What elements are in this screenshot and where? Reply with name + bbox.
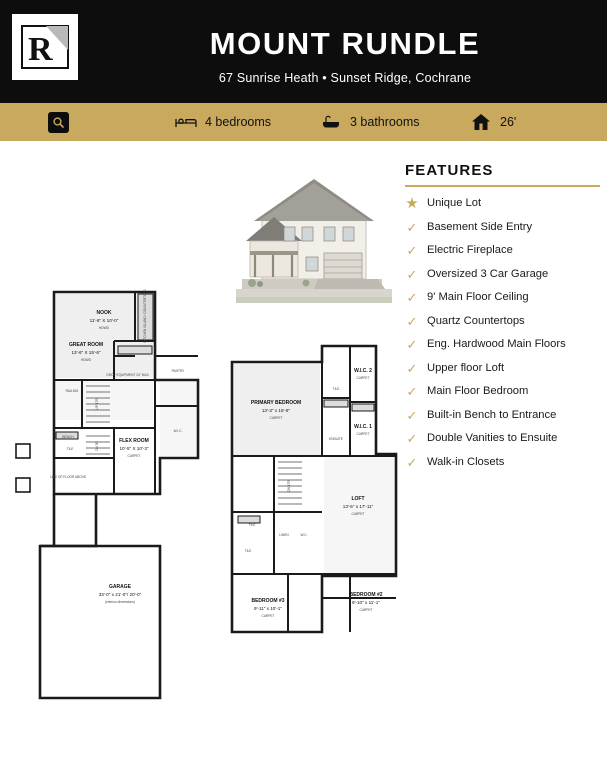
check-icon: ✓ bbox=[406, 243, 418, 258]
feature-label: Unique Lot bbox=[427, 197, 482, 209]
page-title: MOUNT RUNDLE bbox=[209, 26, 481, 61]
feature-item bbox=[405, 221, 600, 234]
room-finish-great-room: HDWD bbox=[81, 358, 91, 362]
room-finish-loft: CARPET bbox=[351, 512, 365, 516]
header-bar bbox=[0, 0, 607, 103]
features-divider bbox=[405, 185, 600, 187]
stat-bathrooms-label: 3 bathrooms bbox=[350, 115, 420, 129]
room-dims-bedroom-2: 9'-10" x 11'-1" bbox=[352, 600, 380, 605]
check-icon: ✓ bbox=[406, 337, 418, 352]
room-label-garage: GARAGE bbox=[109, 584, 131, 590]
note-drop-equipment: DROP EQUIPMENT 24" MAX. bbox=[106, 373, 150, 377]
feature-item bbox=[405, 268, 600, 281]
stat-bedrooms-label: 4 bedrooms bbox=[205, 115, 272, 129]
room-dims-great-room: 13'-6" X 15'-6" bbox=[71, 350, 101, 355]
room-label-primary-bedroom: PRIMARY BEDROOM bbox=[250, 400, 302, 406]
feature-item bbox=[405, 244, 600, 257]
check-icon: ✓ bbox=[406, 431, 418, 446]
stat-bedrooms bbox=[175, 113, 271, 131]
room-label-flex-room: FLEX ROOM bbox=[119, 438, 149, 444]
room-finish-bedroom-3: CARPET bbox=[261, 614, 275, 618]
note-tile: TILE bbox=[66, 447, 74, 451]
check-icon: ✓ bbox=[406, 266, 418, 282]
check-icon: ✓ bbox=[406, 219, 418, 235]
bed-icon bbox=[175, 113, 197, 131]
realtor-logo-word: REALTOR® bbox=[21, 72, 69, 81]
room-dims-bedroom-3: 9'-11" x 10'-1" bbox=[254, 606, 282, 611]
bathtub-icon bbox=[320, 113, 342, 131]
main-floor-plan bbox=[10, 246, 230, 706]
room-dims-nook: 11'-6" X 10'-0" bbox=[89, 318, 119, 323]
room-label-nook: NOOK bbox=[96, 310, 112, 316]
feature-label: Eng. Hardwood Main Floors bbox=[427, 338, 566, 350]
magnifier-icon bbox=[48, 112, 69, 133]
room-finish-bedroom-2: CARPET bbox=[359, 608, 373, 612]
note-bench: BENCH bbox=[62, 435, 74, 439]
feature-item bbox=[405, 338, 600, 351]
feature-item bbox=[405, 456, 600, 469]
room-finish-nook: HDWD bbox=[99, 326, 109, 330]
features-panel bbox=[405, 162, 600, 479]
star-icon: ★ bbox=[405, 195, 419, 212]
room-label-bedroom-2: BEDROOM #2 bbox=[349, 592, 383, 598]
check-icon: ✓ bbox=[406, 407, 418, 423]
room-dims-flex-room: 10'-5" X 10'-3" bbox=[119, 446, 149, 451]
features-heading: FEATURES bbox=[405, 162, 494, 179]
room-dims-primary-bedroom: 13'-3" x 15'-8" bbox=[261, 408, 291, 413]
note-up-17r: UP 17R bbox=[95, 398, 99, 410]
room-finish-wic-1: CARPET bbox=[356, 432, 370, 436]
feature-item bbox=[405, 385, 600, 398]
note-wic: W.I.C. bbox=[173, 429, 183, 433]
upper-floor-plan bbox=[226, 336, 406, 656]
page-subtitle: 67 Sunrise Heath • Sunset Ridge, Cochrane bbox=[218, 71, 472, 85]
feature-item bbox=[405, 362, 600, 375]
room-finish-garage: (exterior dimensions) bbox=[105, 600, 135, 604]
room-label-loft: LOFT bbox=[351, 496, 365, 502]
note-dn-3r: DN 3R bbox=[95, 441, 99, 451]
note-line-of-floor-above: LINE OF FLOOR ABOVE bbox=[50, 475, 86, 479]
check-icon: ✓ bbox=[406, 313, 418, 329]
title-block bbox=[95, 26, 595, 85]
room-finish-wic-2: CARPET bbox=[356, 376, 370, 380]
room-label-wic-2: W.I.C. 2 bbox=[354, 368, 372, 374]
house-rendering bbox=[228, 165, 400, 310]
note-kitchen-counters: KITCHEN ISLAND / COUNTERTOPS bbox=[143, 289, 147, 343]
note-tile-3: TILE bbox=[244, 549, 252, 553]
room-label-wic-1: W.I.C. 1 bbox=[354, 424, 372, 430]
room-finish-primary-bedroom: CARPET bbox=[269, 416, 283, 420]
feature-item bbox=[405, 432, 600, 445]
stat-bathrooms bbox=[320, 113, 419, 131]
check-icon: ✓ bbox=[406, 360, 418, 376]
stat-bar bbox=[0, 103, 607, 141]
note-linen: LINEN bbox=[279, 533, 289, 537]
note-tile-2: TILE bbox=[248, 523, 256, 527]
feature-label: Main Floor Bedroom bbox=[427, 385, 529, 397]
features-list bbox=[405, 197, 600, 469]
feature-item bbox=[405, 291, 600, 304]
feature-label: Upper floor Loft bbox=[427, 361, 505, 374]
realtor-logo bbox=[12, 14, 78, 80]
feature-label: Electric Fireplace bbox=[427, 244, 513, 256]
room-dims-garage: 33'-0" x 21'-0"/ 20'-0" bbox=[98, 592, 142, 597]
realtor-logo-mark bbox=[19, 24, 71, 70]
feature-label: Built-in Bench to Entrance bbox=[427, 408, 557, 421]
feature-label: Basement Side Entry bbox=[427, 220, 533, 233]
feature-item bbox=[405, 409, 600, 422]
check-icon: ✓ bbox=[406, 290, 418, 305]
note-wc: W.C. bbox=[300, 533, 308, 537]
note-railing: RAILING bbox=[65, 389, 79, 393]
check-icon: ✓ bbox=[406, 454, 418, 470]
stat-width-label: 26' bbox=[500, 115, 517, 129]
feature-label: Oversized 3 Car Garage bbox=[427, 267, 549, 280]
feature-item bbox=[405, 315, 600, 328]
room-label-bedroom-3: BEDROOM #3 bbox=[251, 598, 285, 604]
note-pantry: PANTRY bbox=[171, 369, 185, 373]
feature-label: Double Vanities to Ensuite bbox=[427, 432, 558, 444]
room-label-great-room: GREAT ROOM bbox=[68, 342, 104, 348]
feature-label: Walk-in Closets bbox=[427, 455, 505, 468]
room-finish-flex-room: CARPET bbox=[127, 454, 141, 458]
note-dn-17r: DN 17R bbox=[287, 480, 291, 492]
house-icon bbox=[470, 113, 492, 131]
check-icon: ✓ bbox=[406, 384, 418, 399]
feature-label: Quartz Countertops bbox=[427, 314, 525, 327]
note-tile-1: TILE bbox=[332, 387, 340, 391]
note-ensuite: ENSUITE bbox=[329, 437, 343, 441]
svg-text:R: R bbox=[28, 31, 53, 68]
feature-item bbox=[405, 197, 600, 210]
feature-label: 9' Main Floor Ceiling bbox=[427, 291, 529, 303]
stat-width bbox=[470, 113, 516, 131]
room-dims-loft: 13'-5" x 17'-11" bbox=[342, 504, 374, 509]
